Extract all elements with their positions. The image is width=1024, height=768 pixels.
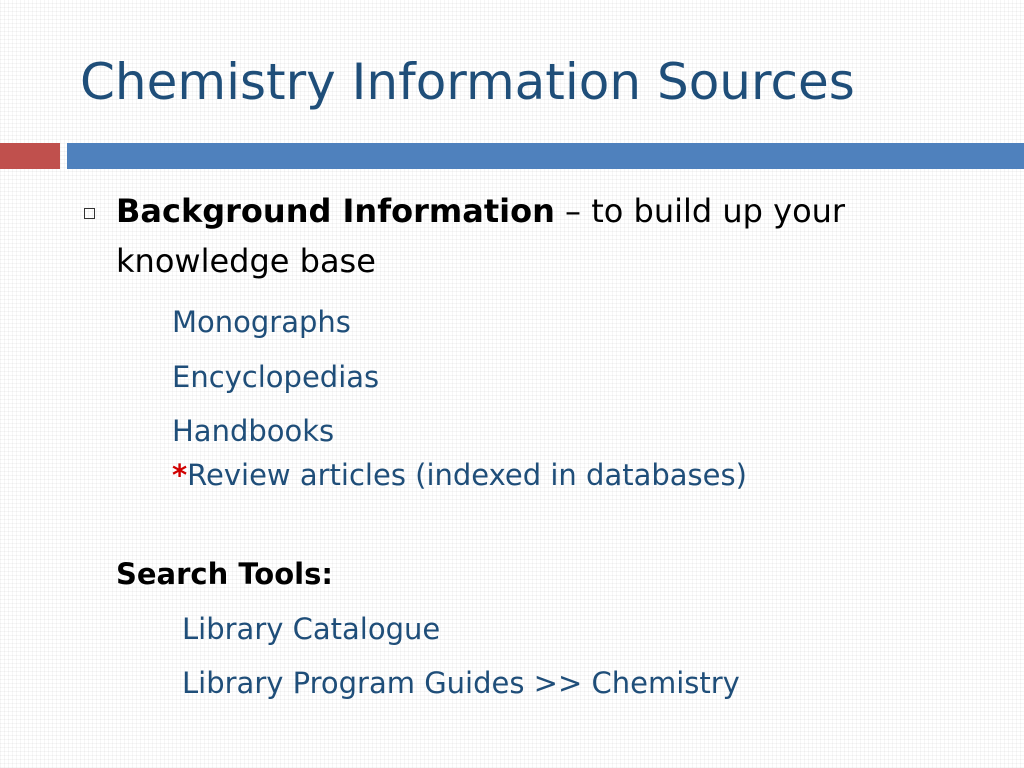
review-articles-text: Review articles (indexed in databases) <box>187 458 747 492</box>
search-tool-program-guides: Library Program Guides >> Chemistry <box>182 666 740 700</box>
source-handbooks: Handbooks <box>172 414 335 448</box>
search-tools-heading: Search Tools: <box>116 557 333 591</box>
hollow-square-bullet-icon <box>84 208 95 219</box>
search-tool-library-catalogue: Library Catalogue <box>182 612 441 646</box>
review-asterisk: * <box>172 458 188 492</box>
slide-title: Chemistry Information Sources <box>80 53 855 111</box>
accent-bar-blue <box>67 143 1024 169</box>
bullet-description: – to build up your knowledge base <box>116 192 846 280</box>
accent-bar-red <box>0 143 60 169</box>
bullet-heading: Background Information <box>116 192 555 230</box>
source-monographs: Monographs <box>172 305 351 339</box>
source-encyclopedias: Encyclopedias <box>172 360 380 394</box>
bullet-text <box>116 186 876 286</box>
source-review-articles <box>172 455 747 495</box>
